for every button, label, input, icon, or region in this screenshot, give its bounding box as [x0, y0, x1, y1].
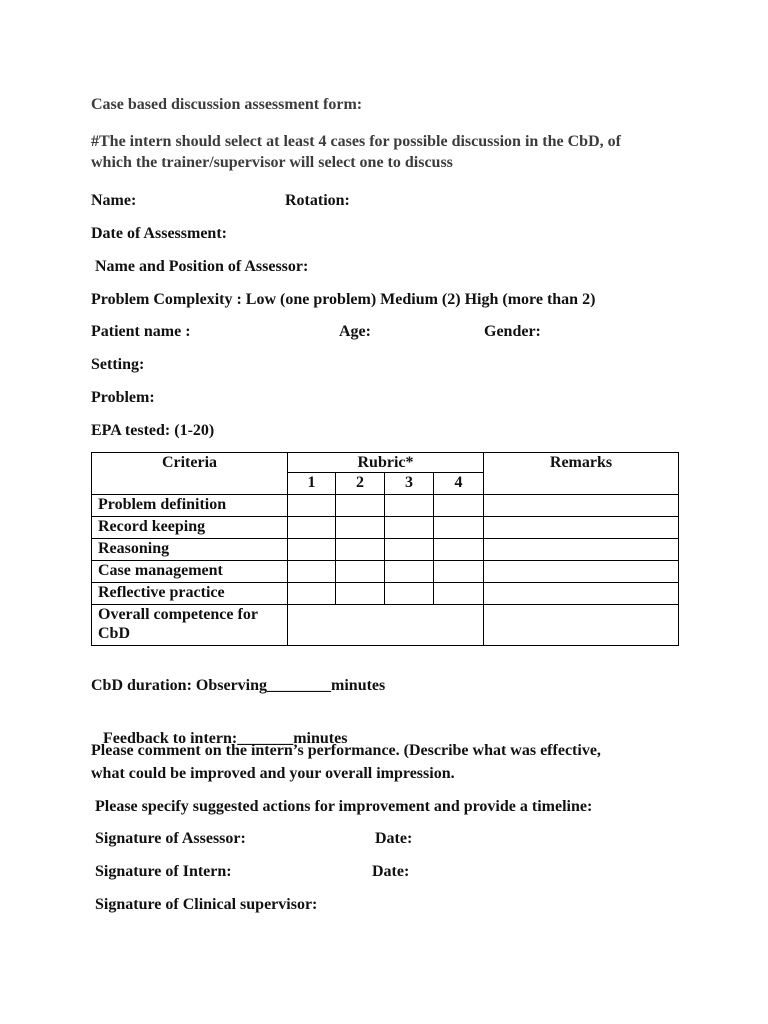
overall-competence-cell: [92, 605, 288, 646]
performance-comment-line-2: what could be improved and your overall impression.: [91, 765, 455, 782]
table-row: [92, 539, 679, 561]
intern-date-label: Date:: [372, 863, 410, 880]
name-label: Name:: [91, 192, 137, 209]
overall-remarks-cell[interactable]: [484, 605, 679, 646]
problem-complexity-label: Problem Complexity : Low (one problem) Medium (2) High (more than 2): [91, 291, 596, 308]
assessor-label: Name and Position of Assessor:: [91, 258, 309, 275]
score-cell[interactable]: [288, 495, 336, 517]
table-row-overall: [92, 605, 679, 646]
assessor-signature-label: Signature of Assessor:: [95, 830, 246, 847]
form-title: Case based discussion assessment form:: [91, 96, 363, 113]
rotation-label: Rotation:: [285, 192, 350, 209]
performance-comment-line-1: Please comment on the intern’s performance. (Describe what was effective,: [91, 742, 601, 759]
remarks-cell[interactable]: [484, 495, 679, 517]
criteria-header: Criteria: [92, 453, 288, 495]
instruction-line-1: #The intern should select at least 4 cases for possible discussion in the CbD, of: [91, 133, 621, 150]
score-cell[interactable]: [385, 539, 434, 561]
assessment-table: [91, 452, 679, 646]
score-cell[interactable]: [434, 583, 484, 605]
table-row: [92, 583, 679, 605]
score-cell[interactable]: [434, 517, 484, 539]
feedback-label: Feedback to intern:: [99, 730, 238, 747]
score-cell[interactable]: [385, 517, 434, 539]
instruction-line-2: which the trainer/supervisor will select one to discuss: [91, 154, 453, 171]
feedback-minutes-blank[interactable]: _______: [237, 730, 294, 747]
score-header-3: 3: [385, 473, 434, 495]
observing-label: CbD duration: Observing: [91, 677, 268, 694]
score-cell[interactable]: [434, 561, 484, 583]
age-label: Age:: [339, 323, 371, 340]
criteria-cell: Reflective practice: [92, 583, 288, 605]
assessor-date-label: Date:: [375, 830, 413, 847]
overall-competence-line-1: Overall competence for: [98, 606, 258, 623]
score-cell[interactable]: [434, 539, 484, 561]
score-cell[interactable]: [385, 561, 434, 583]
score-cell[interactable]: [336, 583, 385, 605]
criteria-cell: Problem definition: [92, 495, 288, 517]
table-row: [92, 561, 679, 583]
score-cell[interactable]: [336, 539, 385, 561]
score-cell[interactable]: [336, 561, 385, 583]
score-cell[interactable]: [336, 495, 385, 517]
observing-unit: minutes: [331, 677, 386, 694]
remarks-cell[interactable]: [484, 517, 679, 539]
supervisor-signature-label: Signature of Clinical supervisor:: [95, 896, 318, 913]
remarks-header: Remarks: [484, 453, 679, 495]
setting-label: Setting:: [91, 356, 145, 373]
table-row: [92, 495, 679, 517]
remarks-cell[interactable]: [484, 583, 679, 605]
gender-label: Gender:: [484, 323, 541, 340]
score-header-2: 2: [336, 473, 385, 495]
score-header-4: 4: [434, 473, 484, 495]
score-cell[interactable]: [385, 495, 434, 517]
remarks-cell[interactable]: [484, 561, 679, 583]
intern-signature-label: Signature of Intern:: [95, 863, 232, 880]
score-cell[interactable]: [288, 539, 336, 561]
criteria-cell: Reasoning: [92, 539, 288, 561]
score-header-1: 1: [288, 473, 336, 495]
overall-competence-line-2: CbD: [98, 625, 131, 642]
score-cell[interactable]: [288, 561, 336, 583]
observing-minutes-blank[interactable]: ________: [267, 677, 332, 694]
score-cell[interactable]: [434, 495, 484, 517]
epa-tested-label: EPA tested: (1-20): [91, 422, 215, 439]
cbd-duration-line: [91, 676, 385, 696]
improvement-actions-label: Please specify suggested actions for improvement and provide a timeline:: [91, 798, 593, 815]
table-header-row: [92, 453, 679, 473]
score-cell[interactable]: [385, 583, 434, 605]
rubric-header: Rubric*: [288, 453, 484, 473]
criteria-cell: Case management: [92, 561, 288, 583]
table-row: [92, 517, 679, 539]
score-cell[interactable]: [336, 517, 385, 539]
score-cell[interactable]: [288, 517, 336, 539]
remarks-cell[interactable]: [484, 539, 679, 561]
overall-score-cell[interactable]: [288, 605, 484, 646]
patient-name-label: Patient name :: [91, 323, 191, 340]
date-of-assessment-label: Date of Assessment:: [91, 225, 227, 242]
criteria-cell: Record keeping: [92, 517, 288, 539]
feedback-unit: minutes: [293, 730, 348, 747]
score-cell[interactable]: [288, 583, 336, 605]
problem-label: Problem:: [91, 389, 155, 406]
